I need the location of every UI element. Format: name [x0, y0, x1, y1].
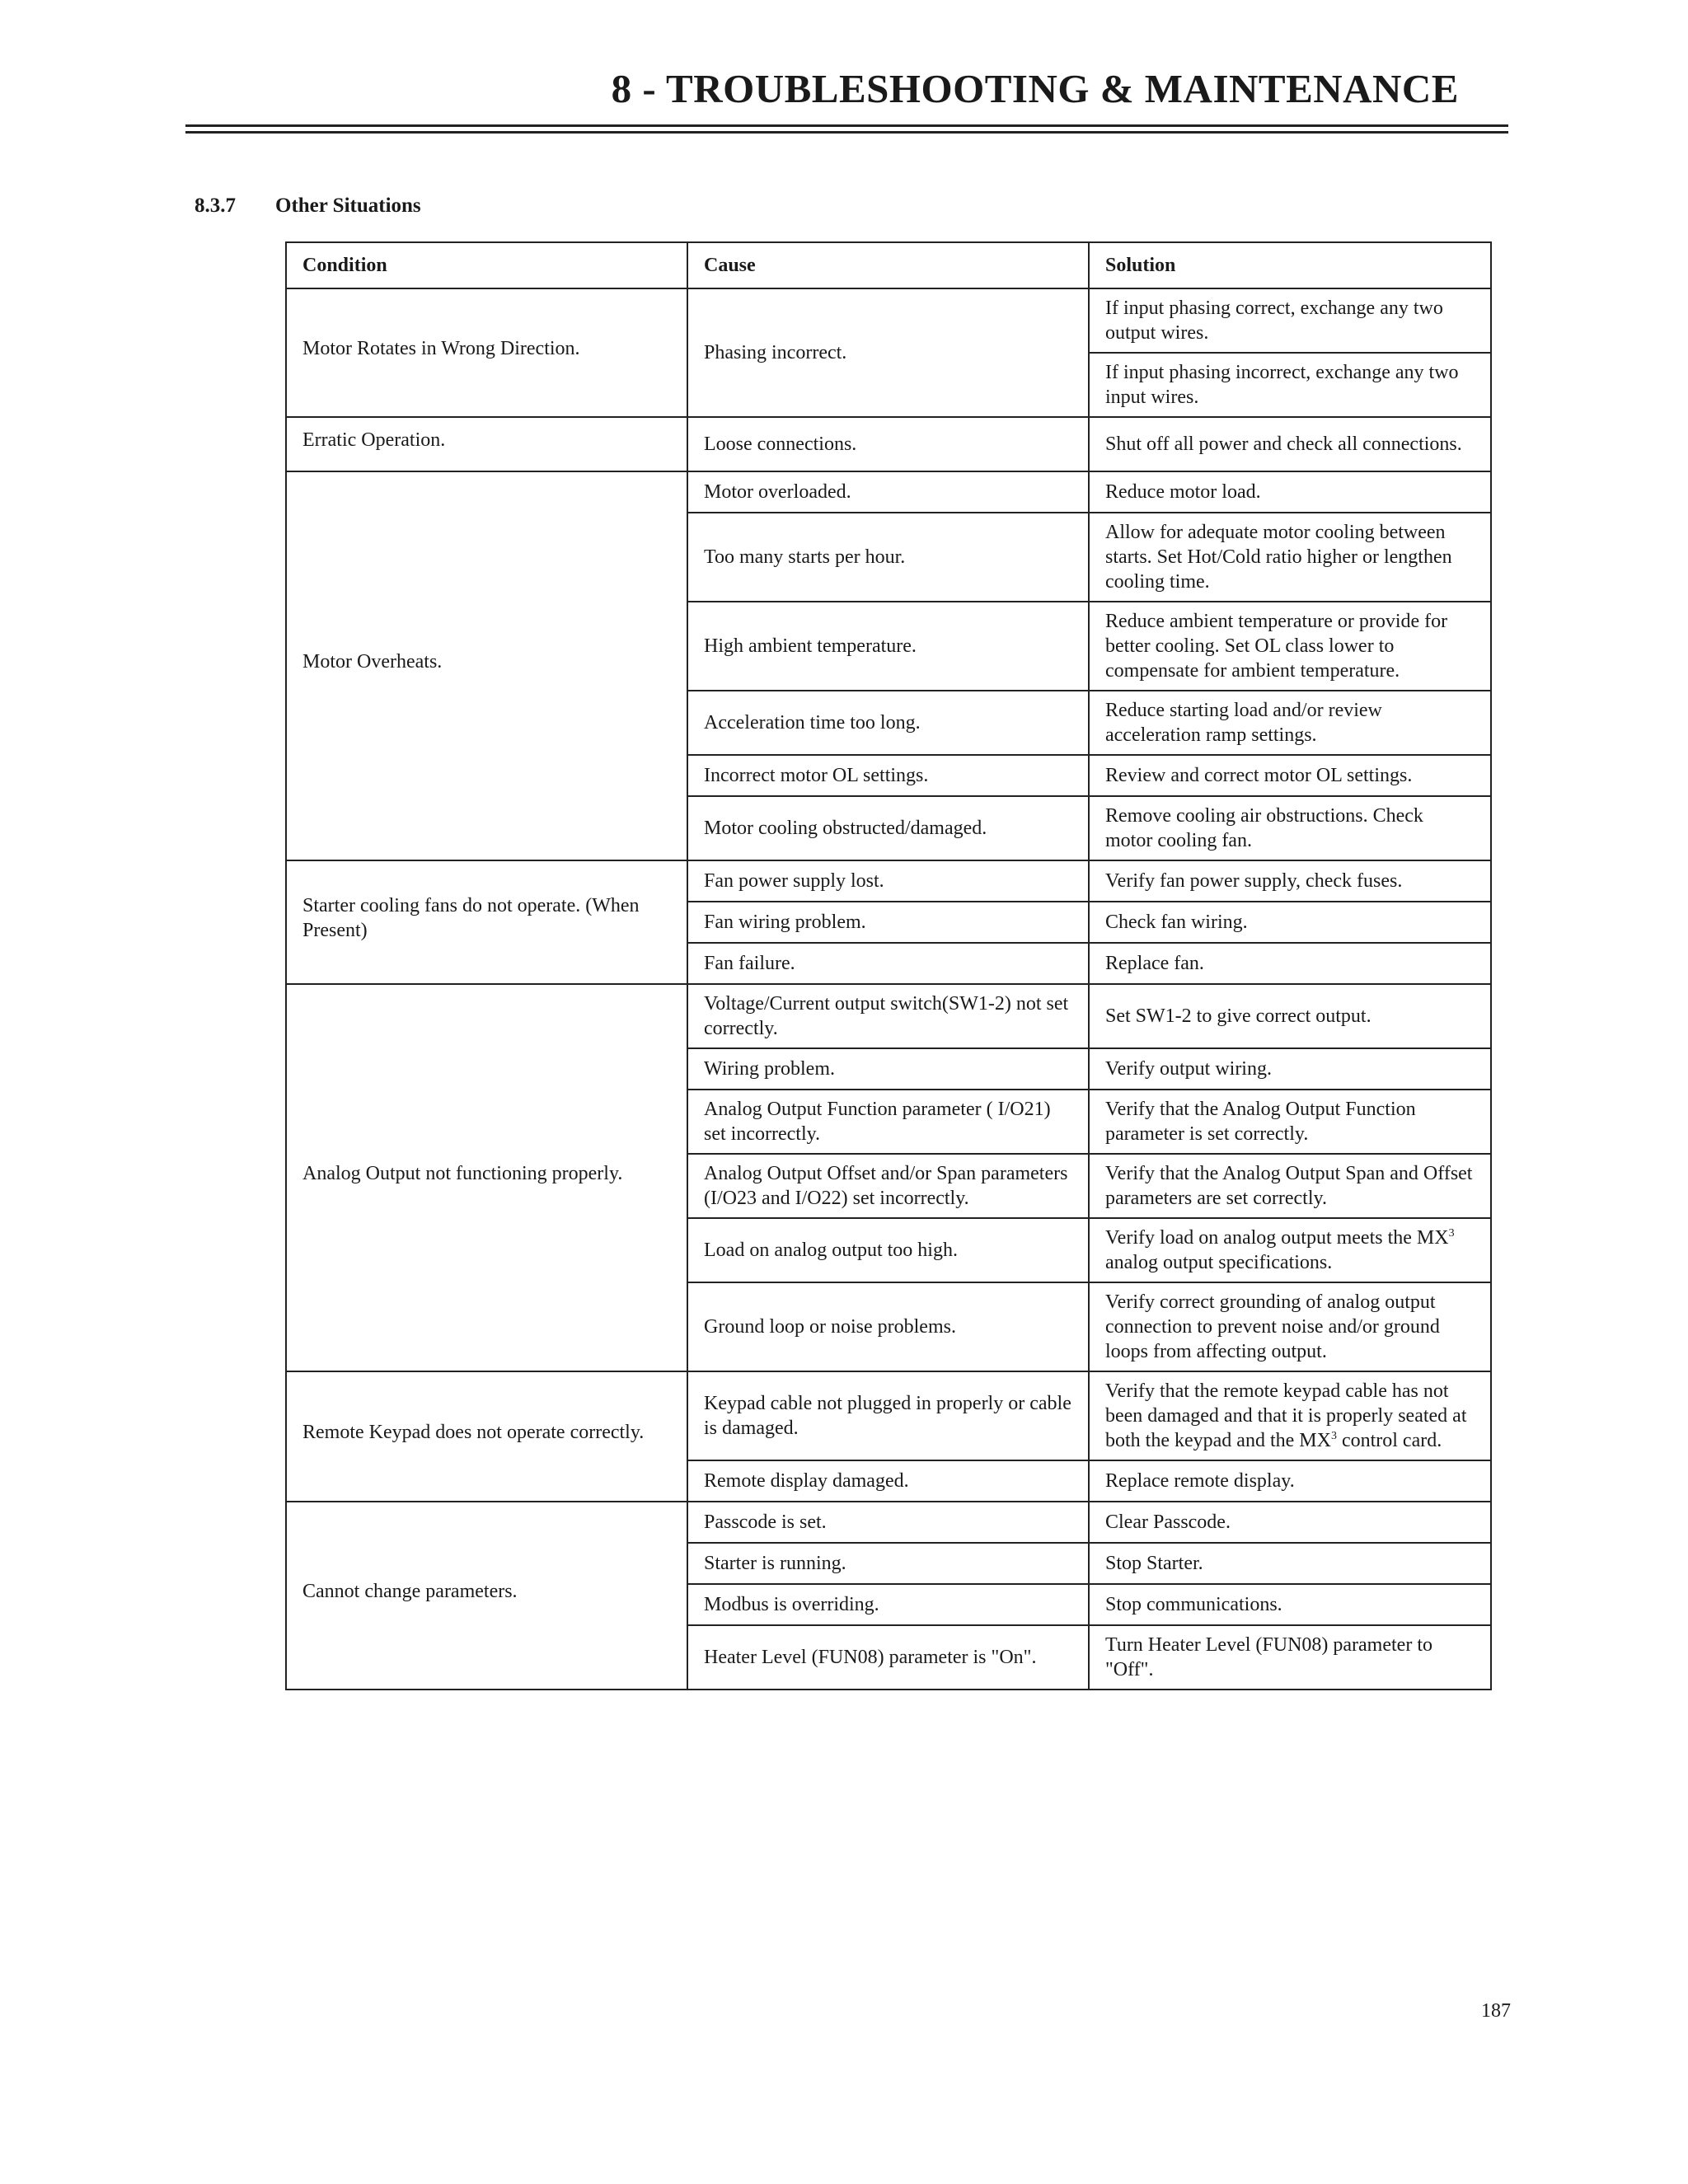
table-row	[286, 1371, 1491, 1460]
solution-cell: Verify load on analog output meets the $MX^3$ analog output specifications.	[1089, 1218, 1491, 1282]
chapter-title: 8 - TROUBLESHOOTING & MAINTENANCE	[611, 66, 1459, 111]
page-header	[185, 64, 1508, 138]
column-header-solution: Solution	[1089, 242, 1491, 288]
cause-cell: Acceleration time too long.	[687, 691, 1089, 755]
cause-cell: Ground loop or noise problems.	[687, 1282, 1089, 1371]
solution-cell: Verify output wiring.	[1089, 1048, 1491, 1090]
solution-cell: Allow for adequate motor cooling between starts. Set Hot/Cold ratio higher or lengthen cooling time.	[1089, 513, 1491, 602]
solution-cell: Verify correct grounding of analog output connection to prevent noise and/or ground loops from affecting output.	[1089, 1282, 1491, 1371]
header-double-rule	[185, 124, 1508, 134]
solution-cell: Clear Passcode.	[1089, 1502, 1491, 1543]
section-title: Other Situations	[275, 194, 421, 217]
solution-cell: Set SW1-2 to give correct output.	[1089, 984, 1491, 1048]
cause-cell: Load on analog output too high.	[687, 1218, 1089, 1282]
solution-cell: Stop communications.	[1089, 1584, 1491, 1625]
cause-cell: Modbus is overriding.	[687, 1584, 1089, 1625]
solution-cell: Turn Heater Level (FUN08) parameter to "Off".	[1089, 1625, 1491, 1690]
cause-cell: Voltage/Current output switch(SW1-2) not set correctly.	[687, 984, 1089, 1048]
cause-cell: Passcode is set.	[687, 1502, 1089, 1543]
cause-cell: Fan wiring problem.	[687, 902, 1089, 943]
table-header-row	[286, 242, 1491, 288]
cause-cell: Fan failure.	[687, 943, 1089, 984]
solution-cell: Review and correct motor OL settings.	[1089, 755, 1491, 796]
solution-cell: If input phasing incorrect, exchange any two input wires.	[1089, 353, 1491, 417]
section-number: 8.3.7	[195, 194, 236, 217]
cause-cell: Motor overloaded.	[687, 471, 1089, 513]
cause-cell: Too many starts per hour.	[687, 513, 1089, 602]
cause-cell: Analog Output Offset and/or Span parameters (I/O23 and I/O22) set incorrectly.	[687, 1154, 1089, 1218]
solution-cell: Reduce motor load.	[1089, 471, 1491, 513]
table-body	[286, 288, 1491, 1690]
section-heading	[195, 194, 421, 218]
solution-cell: Verify that the Analog Output Span and Offset parameters are set correctly.	[1089, 1154, 1491, 1218]
condition-cell: Remote Keypad does not operate correctly.	[286, 1371, 687, 1502]
cause-cell: Keypad cable not plugged in properly or cable is damaged.	[687, 1371, 1089, 1460]
solution-cell: If input phasing correct, exchange any two output wires.	[1089, 288, 1491, 353]
page-number: 187	[1481, 2000, 1511, 2022]
cause-cell: High ambient temperature.	[687, 602, 1089, 691]
solution-cell: Shut off all power and check all connections.	[1089, 417, 1491, 471]
solution-cell: Reduce ambient temperature or provide for better cooling. Set OL class lower to compensate for ambient temperature.	[1089, 602, 1491, 691]
solution-cell: Verify that the Analog Output Function parameter is set correctly.	[1089, 1090, 1491, 1154]
condition-cell: Analog Output not functioning properly.	[286, 984, 687, 1371]
table-row	[286, 984, 1491, 1048]
cause-cell: Incorrect motor OL settings.	[687, 755, 1089, 796]
cause-cell: Loose connections.	[687, 417, 1089, 471]
column-header-cause: Cause	[687, 242, 1089, 288]
table-row	[286, 860, 1491, 902]
table-row	[286, 471, 1491, 513]
condition-cell: Cannot change parameters.	[286, 1502, 687, 1690]
condition-cell: Erratic Operation.	[286, 417, 687, 471]
column-header-condition: Condition	[286, 242, 687, 288]
cause-cell: Fan power supply lost.	[687, 860, 1089, 902]
solution-cell: Verify that the remote keypad cable has not been damaged and that it is properly seated at both the keypad and the $MX^3$ control card.	[1089, 1371, 1491, 1460]
solution-cell: Stop Starter.	[1089, 1543, 1491, 1584]
solution-cell: Replace fan.	[1089, 943, 1491, 984]
solution-cell: Reduce starting load and/or review acceleration ramp settings.	[1089, 691, 1491, 755]
cause-cell: Remote display damaged.	[687, 1460, 1089, 1502]
condition-cell: Motor Overheats.	[286, 471, 687, 860]
condition-cell: Motor Rotates in Wrong Direction.	[286, 288, 687, 417]
cause-cell: Heater Level (FUN08) parameter is "On".	[687, 1625, 1089, 1690]
table-row	[286, 288, 1491, 353]
cause-cell: Wiring problem.	[687, 1048, 1089, 1090]
cause-cell: Phasing incorrect.	[687, 288, 1089, 417]
solution-cell: Check fan wiring.	[1089, 902, 1491, 943]
solution-cell: Verify fan power supply, check fuses.	[1089, 860, 1491, 902]
cause-cell: Starter is running.	[687, 1543, 1089, 1584]
table-row	[286, 1502, 1491, 1543]
cause-cell: Motor cooling obstructed/damaged.	[687, 796, 1089, 860]
cause-cell: Analog Output Function parameter ( I/O21) set incorrectly.	[687, 1090, 1089, 1154]
condition-cell: Starter cooling fans do not operate. (When Present)	[286, 860, 687, 984]
table-row	[286, 417, 1491, 471]
solution-cell: Replace remote display.	[1089, 1460, 1491, 1502]
solution-cell: Remove cooling air obstructions. Check motor cooling fan.	[1089, 796, 1491, 860]
table-header	[286, 242, 1491, 288]
troubleshooting-table	[285, 241, 1492, 1690]
